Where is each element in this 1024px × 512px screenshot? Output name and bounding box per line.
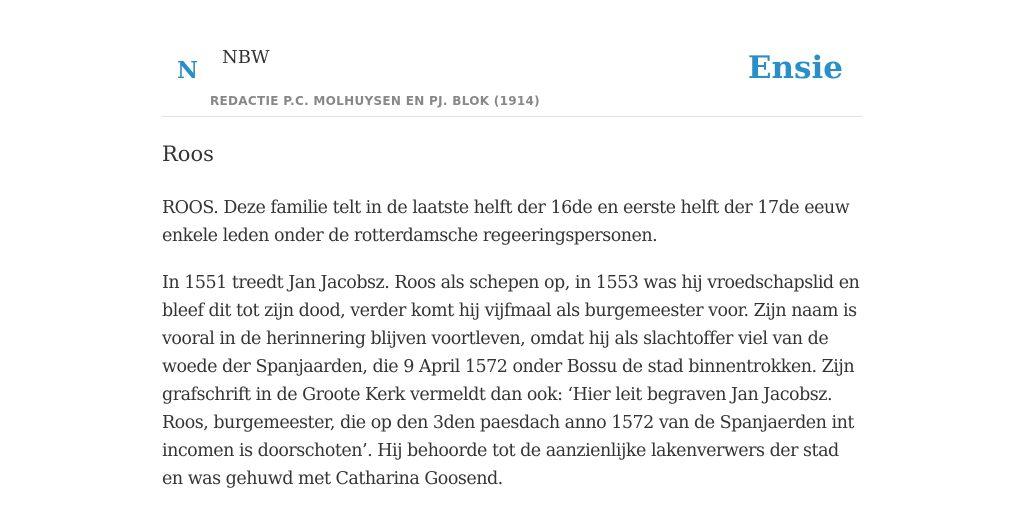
article-content xyxy=(162,138,862,512)
source-name-link[interactable]: NBW xyxy=(222,47,270,68)
article-title: Roos xyxy=(162,142,214,166)
source-logo-icon[interactable]: N xyxy=(177,57,199,84)
article-paragraph-1: ROOS. Deze familie telt in de laatste helft der 16de en eerste helft der 17de eeuw enkele leden onder de rotterdamsche regeeringspersonen. xyxy=(162,198,850,246)
ensie-logo-link[interactable]: Ensie xyxy=(747,50,843,86)
article-paragraph-2: In 1551 treedt Jan Jacobsz. Roos als schepen op, in 1553 was hij vroedschapslid en bleef dit tot zijn dood, verder komt hij vijfmaal als burgemeester voor. Zijn naam is vooral in de herinnering blijven voortleven, omdat hij als slachtoffer viel van de woede der Spanjaarden, die 9 April 1572 onder Bossu de stad binnentrokken. Zijn grafschrift in de Groote Kerk vermeldt dan ook: ‘Hier leit begraven Jan Jacobsz. Roos, burgemeester, die op den 3den paesdach anno 1572 van de Spanjaerden int incomen is doorschoten’. Hij behoorde tot de aanzienlijke lakenverwers der stad en was gehuwd met Catharina Goosend. xyxy=(162,273,860,489)
source-editors: REDACTIE P.C. MOLHUYSEN EN PJ. BLOK (1914) xyxy=(210,94,540,108)
page-header xyxy=(162,0,862,117)
